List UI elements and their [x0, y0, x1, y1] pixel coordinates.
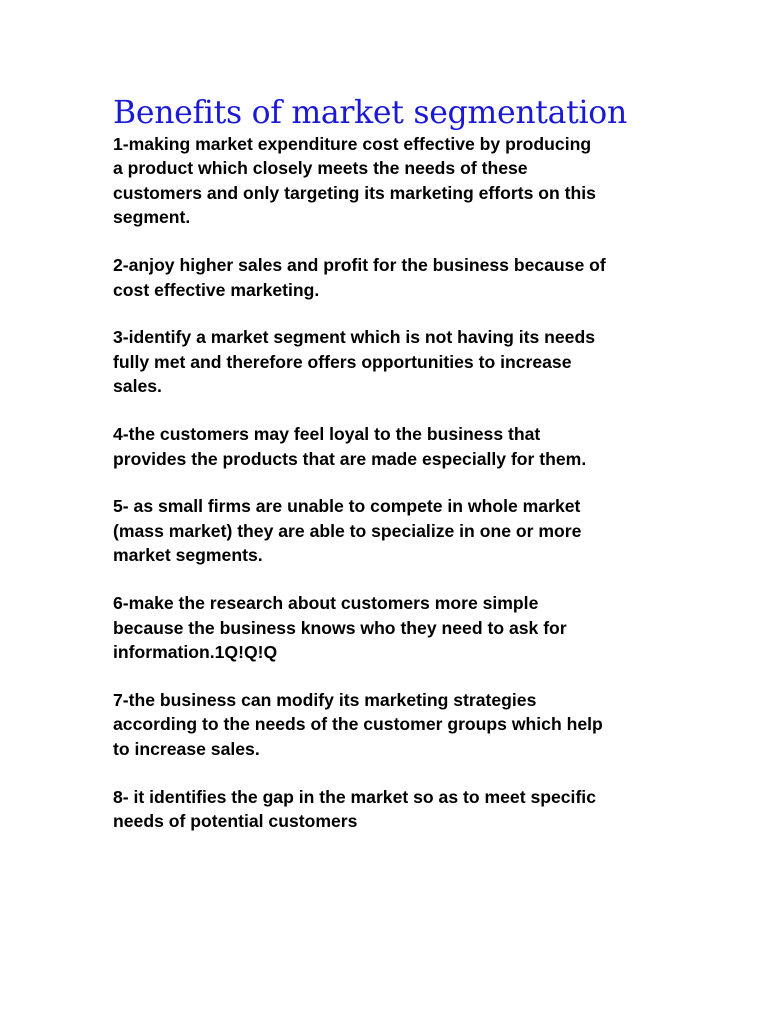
benefit-item-line: cost effective marketing. — [113, 279, 320, 300]
benefit-item-line: provides the products that are made especially for them. — [113, 448, 587, 469]
benefit-item-line: customers and only targeting its marketing efforts on this — [113, 182, 596, 203]
benefit-item-line: sales. — [113, 376, 162, 397]
benefit-item-1 — [113, 132, 673, 230]
benefit-item-line: to increase sales. — [113, 738, 260, 759]
benefit-item-line: needs of potential customers — [113, 811, 358, 832]
benefits-list — [113, 132, 673, 833]
benefit-item-line: a product which closely meets the needs of these — [113, 158, 528, 179]
benefit-item-line: 2-anjoy higher sales and profit for the business because of — [113, 255, 606, 276]
benefit-item-line: 6-make the research about customers more simple — [113, 593, 539, 614]
benefit-item-line: according to the needs of the customer groups which help — [113, 714, 603, 735]
benefit-item-line: fully met and therefore offers opportunities to increase — [113, 351, 572, 372]
benefit-item-6 — [113, 591, 673, 664]
benefit-item-line: market segments. — [113, 545, 263, 566]
benefit-item-line: 4-the customers may feel loyal to the business that — [113, 424, 541, 445]
benefit-item-8 — [113, 785, 673, 834]
benefit-item-5 — [113, 494, 673, 567]
benefit-item-line: (mass market) they are able to specialize in one or more — [113, 520, 582, 541]
benefit-item-2 — [113, 253, 673, 302]
benefit-item-3 — [113, 325, 673, 398]
benefit-item-line: 5- as small firms are unable to compete in whole market — [113, 496, 581, 517]
benefit-item-line: 8- it identifies the gap in the market so as to meet specific — [113, 786, 596, 807]
benefit-item-line: information.1Q!Q!Q — [113, 642, 278, 662]
benefit-item-line: 3-identify a market segment which is not having its needs — [113, 327, 595, 348]
benefit-item-line: segment. — [113, 207, 191, 228]
document-content — [113, 93, 673, 833]
benefit-item-4 — [113, 422, 673, 471]
benefit-item-line: 7-the business can modify its marketing strategies — [113, 689, 537, 710]
benefit-item-7 — [113, 688, 673, 761]
document-title: Benefits of market segmentation — [113, 95, 627, 131]
benefit-item-line: 1-making market expenditure cost effective by producing — [113, 134, 592, 154]
benefit-item-line: because the business knows who they need to ask for — [113, 617, 567, 638]
